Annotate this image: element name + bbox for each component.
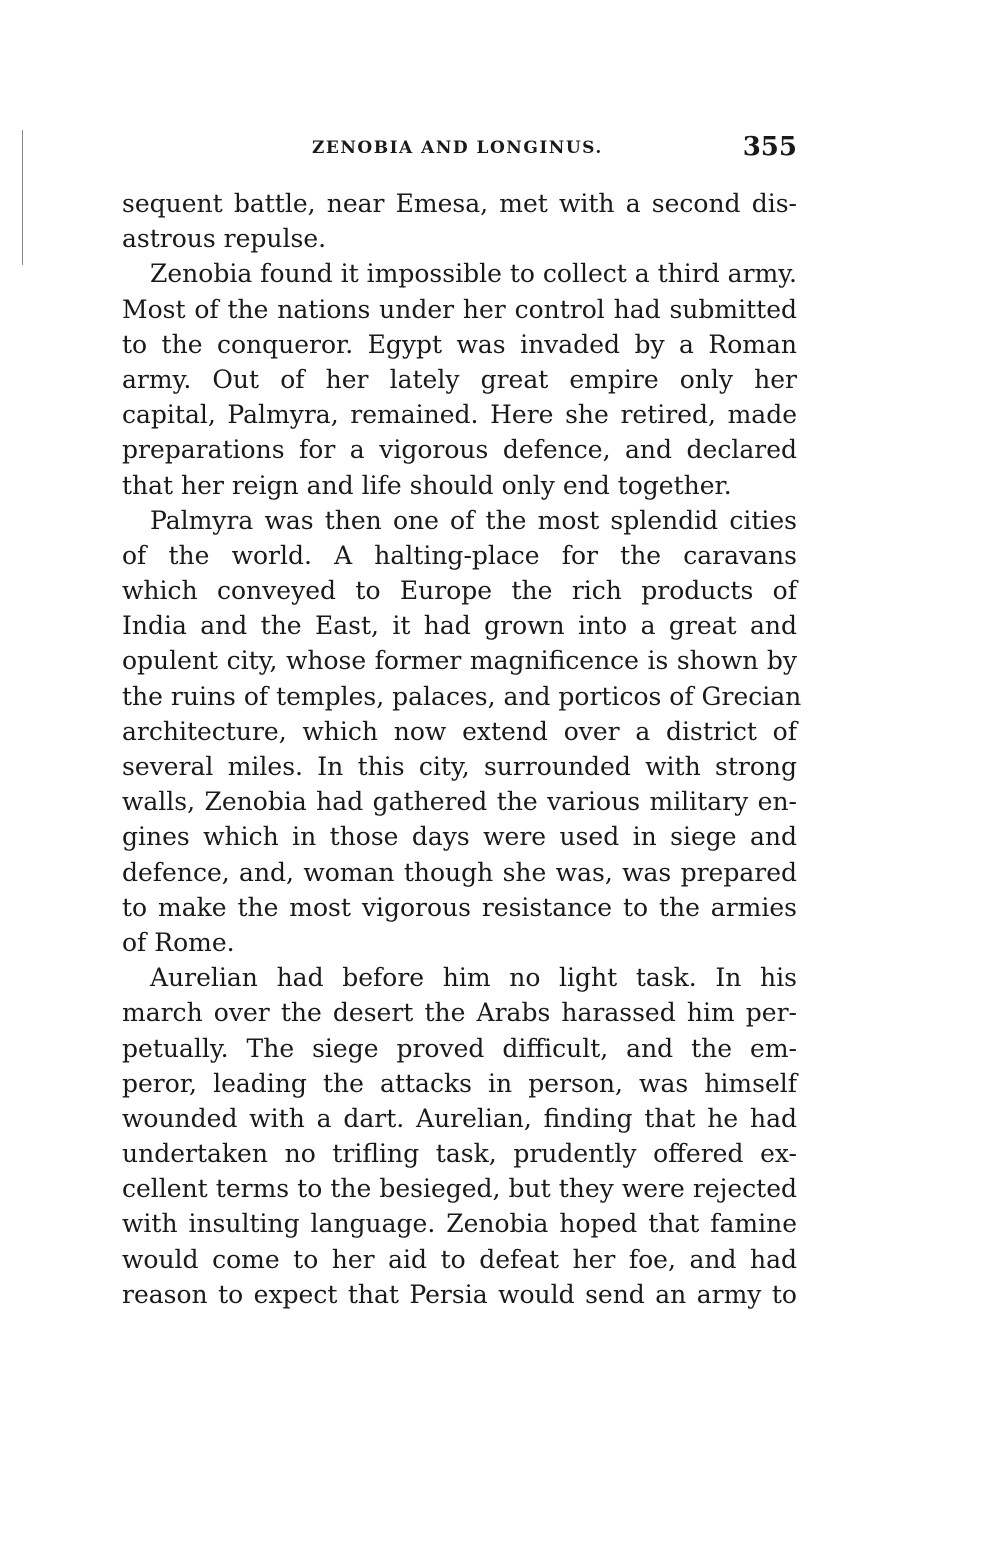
text-line: undertaken no trifling task, prudently offered ex- [122,1139,797,1169]
text-line: with insulting language. Zenobia hoped that famine [122,1209,797,1239]
text-line: of Rome. [122,927,235,957]
page-body-text [122,186,802,1312]
text-line: petually. The siege proved difficult, and the em- [122,1033,797,1063]
page-number: 355 [742,132,797,162]
text-line: walls, Zenobia had gathered the various military en- [122,787,797,817]
text-line: capital, Palmyra, remained. Here she retired, made [122,400,797,430]
text-line: the ruins of temples, palaces, and porticos of Grecian [122,681,802,711]
text-line: peror, leading the attacks in person, was himself [122,1068,797,1098]
text-line: Zenobia found it impossible to collect a third army. [150,259,797,289]
text-line: India and the East, it had grown into a great and [122,611,797,641]
text-line: cellent terms to the besieged, but they were rejected [122,1174,797,1204]
page-header [122,132,797,168]
text-line: preparations for a vigorous defence, and declared [122,435,797,465]
running-title: ZENOBIA AND LONGINUS. [312,138,603,158]
text-line: march over the desert the Arabs harassed him per- [122,998,797,1028]
text-line: opulent city, whose former magnificence is shown by [122,646,797,676]
text-line: to make the most vigorous resistance to the armies [122,892,797,922]
text-line: gines which in those days were used in siege and [122,822,797,852]
scan-margin-mark [22,130,23,265]
text-line: of the world. A halting-place for the caravans [122,540,797,570]
text-line: that her reign and life should only end together. [122,470,732,500]
text-line: defence, and, woman though she was, was prepared [122,857,797,887]
text-line: to the conqueror. Egypt was invaded by a Roman [122,329,797,359]
text-line: architecture, which now extend over a district of [122,716,797,746]
text-line: Aurelian had before him no light task. In his [150,963,797,993]
text-line: reason to expect that Persia would send an army to [122,1279,797,1309]
text-line: army. Out of her lately great empire only her [122,364,797,394]
text-line: would come to her aid to defeat her foe, and had [122,1244,797,1274]
text-line: several miles. In this city, surrounded with strong [122,752,797,781]
text-line: astrous repulse. [122,224,327,254]
text-line: Most of the nations under her control had submitted [122,294,797,324]
text-line: sequent battle, near Emesa, met with a second dis- [122,189,797,218]
text-line: wounded with a dart. Aurelian, finding that he had [122,1103,797,1133]
text-line: Palmyra was then one of the most splendid cities [150,505,797,535]
text-line: which conveyed to Europe the rich products of [122,576,797,606]
